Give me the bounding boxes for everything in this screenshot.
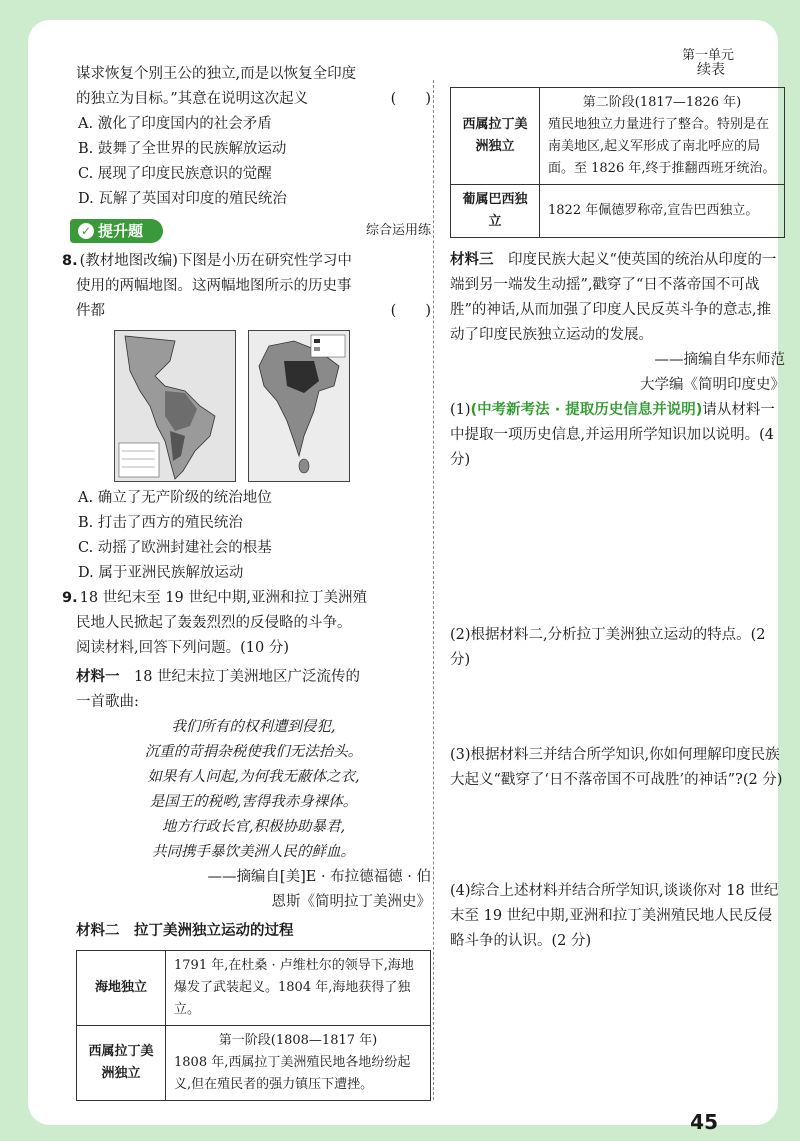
q8-stem-line: 8. (教材地图改编)下图是小历在研究性学习中: [62, 253, 352, 269]
material-2-heading: 材料二 拉丁美洲独立运动的过程: [76, 923, 294, 939]
new-exam-tag: (中考新考法 · 提取历史信息并说明): [470, 402, 703, 418]
unit-label: 第一单元: [681, 48, 734, 63]
material-1-source: ——摘编自[美]E · 布拉德福德 · 伯: [207, 869, 431, 885]
table-cell-text: 1791 年,在杜桑 · 卢维杜尔的领导下,海地爆发了武装起义。1804 年,海地获得了独立。: [166, 951, 431, 1026]
section-banner: [70, 218, 431, 243]
q9-stem-line: 阅读材料,回答下列问题。(10 分): [76, 640, 289, 656]
right-column: [450, 44, 785, 954]
table-row: [451, 185, 785, 238]
material-1-heading: 材料一: [76, 669, 120, 685]
table-cell-text: 1822 年佩德罗称帝,宣告巴西独立。: [540, 185, 785, 238]
table-cell-name: 葡属巴西独立: [451, 185, 540, 238]
q9-stem-line: 9. 18 世纪末至 19 世纪中期,亚洲和拉丁美洲殖: [62, 590, 367, 606]
poem-line: 地方行政长官,积极协助暴君,: [161, 819, 346, 835]
material-3: 材料三 印度民族大起义“使英国的统治从印度的一端到另一端发生动摇”,戳穿了“日不落帝国不可战胜”的神话,从而加强了印度人民反英斗争的意志,推动了印度民族独立运动的发展。: [450, 252, 777, 343]
sub-question-1: (1)(中考新考法 · 提取历史信息并说明)请从材料一中提取一项历史信息,并运用所学知识加以说明。(4 分): [450, 402, 775, 468]
q8-option-c: C. 动摇了欧洲封建社会的根基: [78, 540, 272, 556]
left-column: [62, 62, 431, 1101]
q8-stem-line: 使用的两幅地图。这两幅地图所示的历史事: [76, 278, 352, 294]
poem-line: 如果有人问起,为何我无蔽体之衣,: [147, 769, 360, 785]
q7-option-c: C. 展现了印度民族意识的觉醒: [78, 166, 272, 182]
table-cell-name: 西属拉丁美洲独立: [451, 88, 540, 185]
poem-line: 共同携手暴饮美洲人民的鲜血。: [152, 844, 355, 860]
table-continued-label: 续表: [697, 62, 725, 78]
stage-title: 第二阶段(1817—1826 年): [582, 95, 742, 110]
table-cell-name: 海地独立: [77, 951, 166, 1026]
sub-question-4: (4)综合上述材料并结合所学知识,谈谈你对 18 世纪末至 19 世纪中期,亚洲和拉丁美洲殖民地人民反侵略斗争的认识。(2 分): [450, 883, 779, 949]
q7-stem-line: 谋求恢复个别王公的独立,而是以恢复全印度: [76, 66, 357, 82]
independence-table-part1: [76, 950, 431, 1101]
poem-line: 沉重的苛捐杂税使我们无法抬头。: [144, 744, 363, 760]
table-cell-name: 西属拉丁美洲独立: [77, 1026, 166, 1101]
section-badge: ✓ 提升题: [70, 219, 163, 243]
q9-stem-line: 民地人民掀起了轰轰烈烈的反侵略的斗争。: [76, 615, 352, 631]
table-cell-text: [540, 88, 785, 185]
section-subtitle: 综合运用练: [365, 223, 431, 238]
q7-option-b: B. 鼓舞了全世界的民族解放运动: [78, 141, 287, 157]
q8-option-a: A. 确立了无产阶级的统治地位: [78, 490, 272, 506]
sub-question-3: (3)根据材料三并结合所学知识,你如何理解印度民族大起义“戳穿了‘日不落帝国不可战胜’的神话”?(2 分): [450, 747, 783, 788]
table-row: [77, 951, 431, 1026]
map-figures: [114, 330, 431, 482]
stage-title: 第一阶段(1808—1817 年): [218, 1033, 378, 1048]
material-1-line: 一首歌曲:: [76, 694, 139, 710]
table-row: [451, 88, 785, 185]
stage-text: 1808 年,西属拉丁美洲殖民地各地纷纷起义,但在殖民者的强力镇压下遭挫。: [174, 1055, 411, 1092]
poem-line: 是国王的税哟,害得我赤身裸体。: [149, 794, 358, 810]
question-number: 9.: [62, 590, 78, 606]
page-sheet: [28, 20, 785, 1134]
table-cell-text: [166, 1026, 431, 1101]
material-3-source: ——摘编自华东师范: [654, 352, 785, 368]
table-row: [77, 1026, 431, 1101]
answer-paren: ( ): [390, 91, 431, 107]
latin-america-map: [114, 330, 236, 482]
stage-text: 殖民地独立力量进行了整合。特别是在南美地区,起义军形成了南北呼应的局面。至 1826 年,终于推翻西班牙统治。: [548, 117, 776, 176]
q8-option-b: B. 打击了西方的殖民统治: [78, 515, 243, 531]
q7-option-d: D. 瓦解了英国对印度的殖民统治: [78, 191, 287, 207]
check-icon: ✓: [78, 223, 94, 239]
page-number: 45: [690, 1110, 718, 1134]
q7-stem-line: 的独立为目标。”其意在说明这次起义 ( ): [76, 87, 431, 112]
q7-option-a: A. 激化了印度国内的社会矛盾: [78, 116, 272, 132]
material-1: 材料一 18 世纪末拉丁美洲地区广泛流传的: [76, 669, 361, 685]
independence-table-part2: [450, 87, 785, 238]
q8-option-d: D. 属于亚洲民族解放运动: [78, 565, 244, 581]
material-3-source: 大学编《简明印度史》: [640, 377, 785, 393]
question-number: 8.: [62, 253, 78, 269]
q8-stem-line: 件都 ( ): [76, 299, 431, 324]
india-map: [248, 330, 350, 482]
column-divider: [433, 80, 434, 1100]
answer-paren: ( ): [390, 303, 431, 319]
poem-line: 我们所有的权利遭到侵犯,: [171, 719, 336, 735]
material-3-heading: 材料三: [450, 252, 494, 268]
material-1-source: 恩斯《简明拉丁美洲史》: [271, 894, 431, 910]
sub-question-2: (2)根据材料二,分析拉丁美洲独立运动的特点。(2 分): [450, 627, 766, 668]
